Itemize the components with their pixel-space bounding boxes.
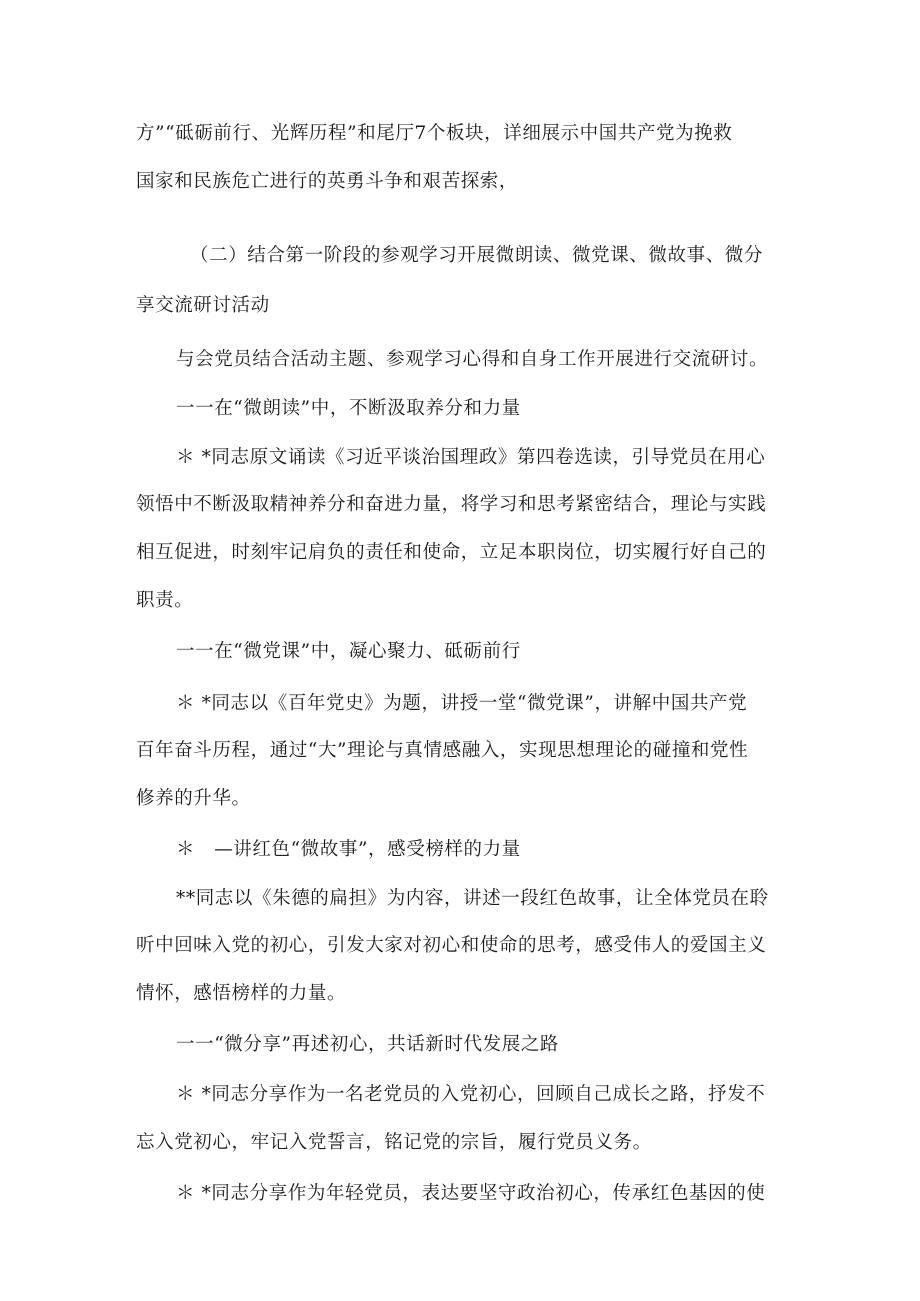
subheading: ＊ —讲红色“微故事”，感受榜样的力量: [176, 839, 521, 860]
paragraph-line: ＊ *同志以《百年党史》为题，讲授一堂“微党课”，讲解中国共产党: [176, 693, 748, 714]
paragraph-line: 方”“砥砺前行、光辉历程”和尾厅7个板块，详细展示中国共产党为挽救: [136, 123, 733, 144]
section-heading: 享交流研讨活动: [136, 295, 270, 316]
subheading: 一一“微分享”再述初心，共话新时代发展之路: [176, 1034, 560, 1055]
paragraph-line: **同志以《朱德的扁担》为内容，讲述一段红色故事，让全体党员在聆: [176, 888, 769, 909]
paragraph-line: 忘入党初心，牢记入党誓言，铭记党的宗旨，履行党员义务。: [136, 1132, 652, 1153]
paragraph-line: 百年奋斗历程，通过“大”理论与真情感融入，实现思想理论的碰撞和党性: [136, 740, 749, 761]
paragraph-line: ＊ *同志分享作为一名老党员的入党初心，回顾自己成长之路，抒发不: [176, 1084, 766, 1105]
section-heading: （二）结合第一阶段的参观学习开展微朗读、微党课、微故事、微分: [190, 245, 764, 266]
paragraph-line: 领悟中不断汲取精神养分和奋进力量，将学习和思考紧密结合，理论与实践: [136, 494, 767, 515]
paragraph-line: 情怀，感悟榜样的力量。: [136, 983, 347, 1004]
paragraph-line: 修养的升华。: [136, 788, 251, 809]
paragraph-line: 国家和民族危亡进行的英勇斗争和艰苦探索，: [136, 171, 519, 192]
paragraph-line: 听中回味入党的初心，引发大家对初心和使命的思考，感受伟人的爱国主义: [136, 935, 767, 956]
paragraph-line: ＊ *同志原文诵读《习近平谈治国理政》第四卷选读，引导党员在用心: [176, 447, 766, 468]
paragraph-line: ＊ *同志分享作为年轻党员，表达要坚守政治初心，传承红色基因的使: [176, 1183, 766, 1204]
paragraph-line: 与会党员结合活动主题、参观学习心得和自身工作开展进行交流研讨。: [176, 349, 769, 370]
subheading: 一一在“微朗读”中，不断汲取养分和力量: [176, 398, 521, 419]
paragraph-line: 相互促进，时刻牢记肩负的责任和使命，立足本职岗位，切实履行好自己的: [136, 542, 767, 563]
subheading: 一一在“微党课”中，凝心聚力、砥砺前行: [176, 641, 521, 662]
paragraph-line: 职责。: [136, 590, 194, 611]
